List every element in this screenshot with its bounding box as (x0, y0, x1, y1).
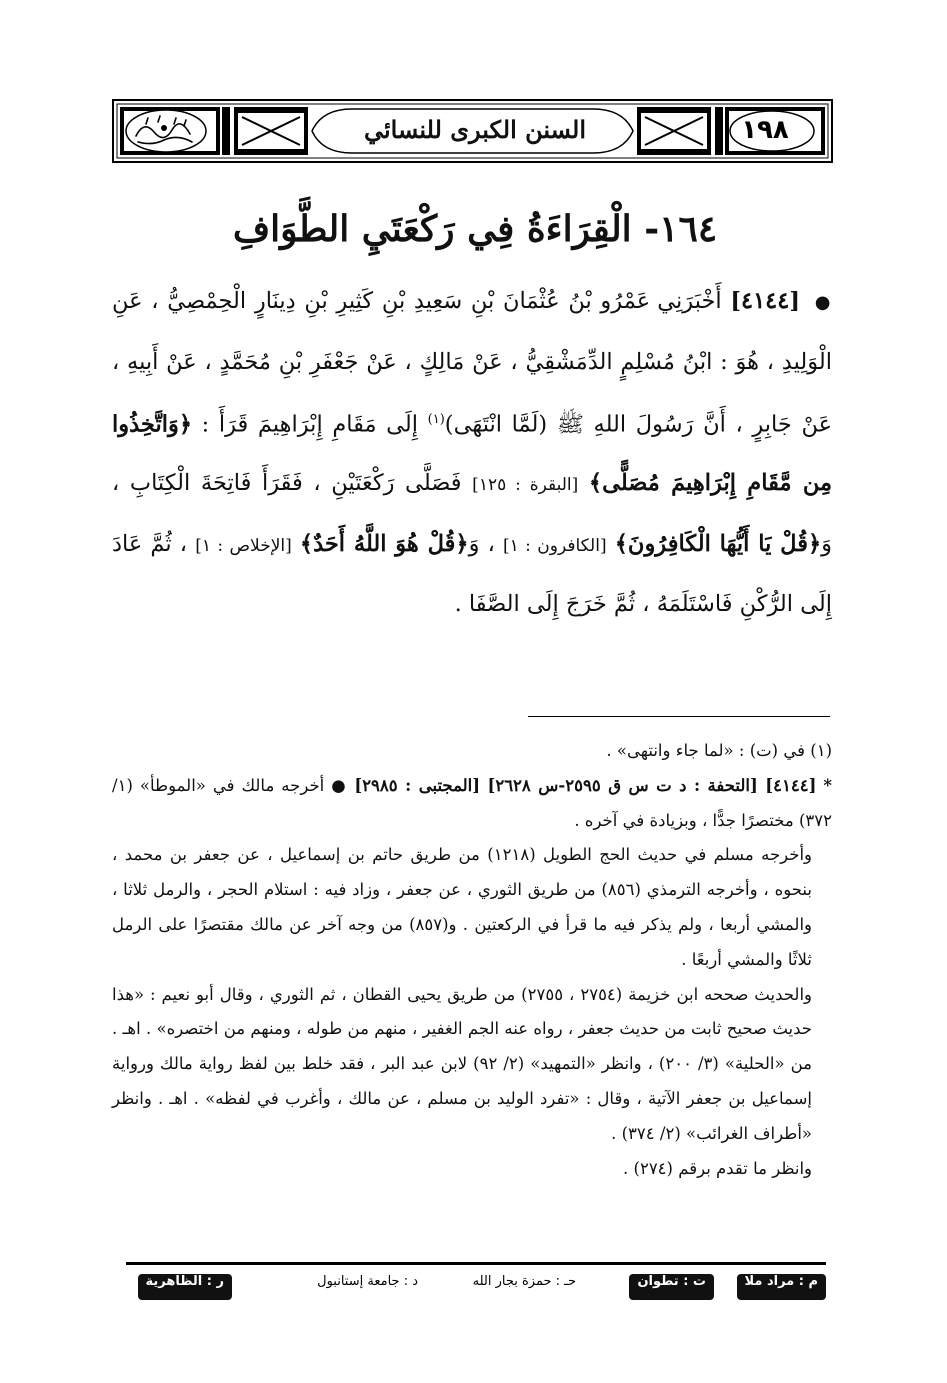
footnotes (112, 734, 832, 1186)
quran-verse-2: ﴿قُلْ يَا أَيُّهَا الْكَافِرُونَ﴾ (614, 530, 822, 557)
quran-ref-1: [البقرة : ١٢٥] (472, 475, 579, 495)
book-title: السنن الكبرى للنسائي (363, 115, 587, 144)
book-logo (124, 106, 204, 156)
takhrij-paragraph (112, 769, 832, 839)
manuscript-d: د : جامعة إستانبول (317, 1274, 418, 1289)
quran-verse-1: ﴿وَاتَّخِذُوا مِن مَّقَامِ إِبْرَاهِيمَ مُصَلًّى﴾ (112, 411, 832, 496)
manuscript-h: حـ : حمزة بجار الله (472, 1274, 576, 1289)
quran-ref-3: [الإخلاص : ١] (195, 535, 292, 556)
footnote-ref[interactable]: (١) (427, 412, 445, 427)
dot-icon: ● (331, 775, 348, 795)
note-paragraph-3: والحديث صححه ابن خزيمة (٢٧٥٤ ، ٢٧٥٥) من طريق يحيى القطان ، ثم الثوري ، وقال أبو نعيم : «هذا حديث صحيح ثابت من حديث جعفر ، رواه عنه الجم الغفير ، منهم من طوله ، ومنهم من اختصره» . اهـ . من «الحلية» (٣/ ٢٠٠) ، وانظر «التمهيد» (٢/ ٩٢) لابن عبد البر ، فقد خلط بين لفظ رواية مالك ورواية إسماعيل بن جعفر الآتية ، وقال : «تفرد الوليد بن مسلم ، عن مالك ، وأغرب في لفظه» . اهـ . وانظر «أطراف الغرائب» (٢/ ٣٧٤) . (112, 984, 812, 1143)
manuscript-t: ت : تطوان (629, 1274, 714, 1300)
quran-ref-2: [الكافرون : ١] (503, 535, 607, 556)
hadith-text-1: أَخْبَرَنِي عَمْرُو بْنُ عُثْمَانَ بْنِ سَعِيدِ بْنِ كَثِيرِ بْنِ دِينَارٍ الْحِمْصِيُّ ، عَنِ الْوَلِيدِ ، هُوَ : ابْنُ مُسْلِمٍ الدِّمَشْقِيُّ ، عَنْ مَالِكٍ ، عَنْ جَعْفَرِ بْنِ مُحَمَّدٍ ، عَنْ أَبِيهِ ، عَنْ جَابِرٍ ، أَنَّ رَسُولَ اللهِ ﷺ (لَمَّا انْتَهَى) (112, 288, 832, 438)
bottom-separator (126, 1262, 826, 1265)
page-number: ١٩٨ (741, 115, 789, 145)
chapter-heading: ١٦٤- الْقِرَاءَةُ فِي رَكْعَتَيِ الطَّوَافِ (232, 208, 718, 250)
note-paragraph-2: وأخرجه مسلم في حديث الحج الطويل (١٢١٨) من طريق حاتم بن إسماعيل ، عن جعفر بن محمد ، بنحوه ، وأخرجه الترمذي (٨٥٦) من طريق الثوري ، عن جعفر ، وزاد فيه : استلام الحجر ، والرمل ثلاثا ، والمشي أربعا ، ولم يذكر فيه ما قرأ في الركعتين . و(٨٥٧) من وجه آخر عن مالك مقتصرًا على الرمل ثلاثًا والمشي أربعًا . (112, 845, 812, 969)
takhrij-rest: أخرجه مالك في «الموطأ» (١/ ٣٧٢) مختصرًا جدًّا ، وبزيادة في آخره . (112, 775, 832, 830)
manuscript-r: ر : الظاهرية (138, 1274, 232, 1300)
hadith-conjunction: ، وَ (468, 530, 495, 557)
quran-verse-3: ﴿قُلْ هُوَ اللَّهُ أَحَدٌ﴾ (299, 530, 469, 557)
asterisk-icon: * (823, 775, 833, 795)
manuscript-m: م : مراد ملا (737, 1274, 827, 1300)
manuscript-legend (126, 1270, 826, 1306)
hadith-text-2: إِلَى مَقَامِ إِبْرَاهِيمَ قَرَأَ : (201, 411, 419, 438)
hadith-text-4: ، ثُمَّ عَادَ إِلَى الرُّكْنِ فَاسْتَلَمَهُ ، ثُمَّ خَرَجَ إِلَى الصَّفَا . (112, 530, 832, 617)
note-paragraph-4: وانظر ما تقدم برقم (٢٧٤) . (623, 1158, 812, 1178)
hadith-body (112, 272, 832, 634)
hadith-text-3: فَصَلَّى رَكْعَتَيْنِ ، فَقَرَأَ فَاتِحَةَ الْكِتَابِ ، وَ (112, 470, 833, 557)
takhrij-head: [٤١٤٤] [التحفة : د ت س ق ٢٥٩٥-س ٢٦٢٨] [المجتبى : ٢٩٨٥] (354, 775, 817, 795)
hadith-number: [٤١٤٤] (730, 288, 801, 314)
footnote-separator (528, 716, 830, 717)
bullet-icon: ● (814, 292, 832, 313)
footnote-1: (١) في (ت) : «لما جاء وانتهى» . (606, 741, 832, 760)
